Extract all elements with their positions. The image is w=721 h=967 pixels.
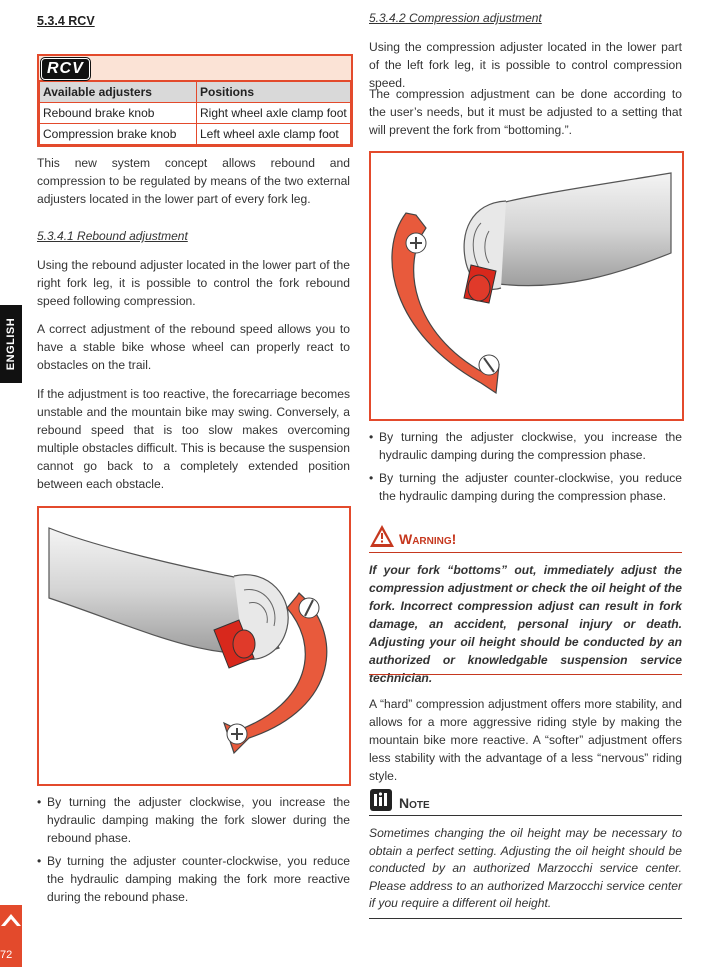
warning-text: If your fork “bottoms” out, immediately adjust the compression adjustment or check the oil height of the fork. Incorrect compression adjust can result in fork damage, an accident, personal injury or death. Adjusting your oil height should be conducted by an authorized or knowledgable suspension service technician.	[369, 563, 682, 685]
note-text: Sometimes changing the oil height may be necessary to obtain a perfect setting. Adjusting the oil height should be conducted by an authorized Marzocchi service center. Please address to an authorized Marzocchi service center if you require a different oil height.	[369, 826, 682, 910]
hard-compression-paragraph: A “hard” compression adjustment offers more stability, and allows for a more aggressive riding style by making the mountain bike more reactive. A “softer” adjustment offers less stability with the advantage of a less “nervous” riding style.	[369, 697, 682, 783]
rebound-paragraph-1: Using the rebound adjuster located in the lower part of the right fork leg, it is possible to control the fork rebound speed following compression.	[37, 258, 350, 308]
rebound-illustration	[37, 506, 351, 786]
list-item: • By turning the adjuster clockwise, you increase the hydraulic damping making the fork slower during the rebound phase.	[37, 793, 350, 847]
rebound-paragraph-2: A correct adjustment of the rebound speed allows you to have a stable bike whose wheel can properly react to obstacles on the trail.	[37, 322, 350, 372]
warning-divider	[369, 674, 682, 675]
page-corner	[0, 905, 22, 967]
warning-title: Warning!	[399, 531, 457, 547]
compression-illustration	[369, 151, 684, 421]
compression-bullets	[369, 428, 682, 510]
table-cell: Compression brake knob	[40, 124, 197, 145]
warning-header	[369, 522, 682, 553]
language-label: ENGLISH	[5, 317, 17, 371]
table-header-cell: Positions	[197, 82, 351, 103]
language-side-tab	[0, 305, 22, 383]
rcv-logo: RCV	[41, 58, 90, 80]
note-title: Note	[399, 795, 430, 811]
table-header-cell: Available adjusters	[40, 82, 197, 103]
table-header-row	[40, 82, 351, 103]
mountain-logo-icon	[1, 911, 21, 927]
rebound-subtitle: 5.3.4.1 Rebound adjustment	[37, 229, 188, 243]
note-icon	[369, 788, 393, 812]
table-logo-bar	[39, 56, 351, 81]
compression-paragraph-1: Using the compression adjuster located in the lower part of the left fork leg, it is possible to control compression speed.	[369, 40, 682, 90]
warning-icon	[369, 524, 395, 548]
section-title: 5.3.4 RCV	[37, 14, 95, 28]
compression-paragraph-2: The compression adjustment can be done according to the user’s needs, but it must be adjusted to a setting that will prevent the fork from “bottoming.”.	[369, 87, 682, 137]
rebound-paragraph-3: If the adjustment is too reactive, the forecarriage becomes unstable and the mountain bike may swing. Conversely, a rebound speed that is too slow makes overcoming multiple obstacles difficult. This is because the suspension cannot go back to a completely extended position between each obstacle.	[37, 387, 350, 491]
table-row	[40, 124, 351, 145]
table-cell: Left wheel axle clamp foot	[197, 124, 351, 145]
table-cell: Rebound brake knob	[40, 103, 197, 124]
list-item: • By turning the adjuster clockwise, you increase the hydraulic damping during the compression phase.	[369, 428, 682, 464]
adjusters-table	[37, 54, 353, 147]
table-row	[40, 103, 351, 124]
page-number: 72	[0, 949, 13, 961]
note-header	[369, 786, 682, 816]
compression-subtitle: 5.3.4.2 Compression adjustment	[369, 11, 542, 25]
table-cell: Right wheel axle clamp foot	[197, 103, 351, 124]
rebound-bullets	[37, 793, 350, 911]
list-item: • By turning the adjuster counter-clockwise, you reduce the hydraulic damping making the fork more reactive during the rebound phase.	[37, 852, 350, 906]
note-divider	[369, 918, 682, 919]
intro-paragraph: This new system concept allows rebound and compression to be regulated by means of the two external adjusters located in the lower part of every fork leg.	[37, 156, 350, 206]
list-item: • By turning the adjuster counter-clockwise, you reduce the hydraulic damping during the compression phase.	[369, 469, 682, 505]
